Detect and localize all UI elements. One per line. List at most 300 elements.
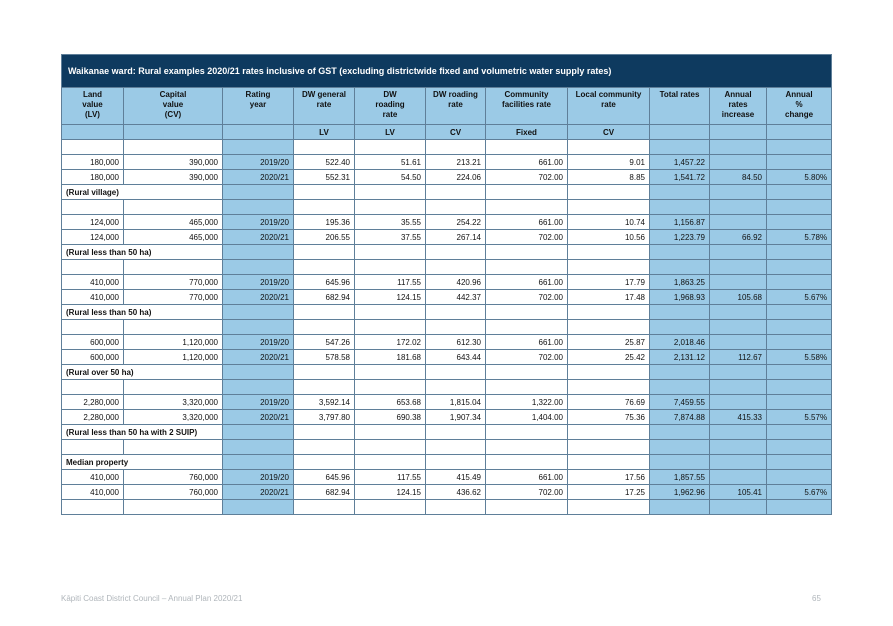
empty-cell [767, 320, 832, 335]
table-cell: 645.96 [294, 275, 355, 290]
table-cell: 522.40 [294, 155, 355, 170]
table-cell: 124.15 [355, 290, 426, 305]
column-header-line: rate [601, 100, 616, 109]
table-cell: 25.42 [568, 350, 650, 365]
table-cell: 645.96 [294, 470, 355, 485]
table-cell: 180,000 [62, 155, 124, 170]
table-cell: 1,907.34 [426, 410, 486, 425]
empty-cell [486, 500, 568, 515]
table-cell: 2020/21 [223, 290, 294, 305]
column-header [124, 88, 223, 125]
table-cell: 117.55 [355, 275, 426, 290]
empty-cell [568, 200, 650, 215]
table-cell: 3,320,000 [124, 410, 223, 425]
basis-cell: CV [568, 125, 650, 140]
table-cell [767, 335, 832, 350]
empty-cell [294, 455, 355, 470]
header-row [62, 88, 832, 125]
empty-cell [355, 245, 426, 260]
table-cell: 213.21 [426, 155, 486, 170]
empty-cell [223, 440, 294, 455]
empty-cell [650, 305, 710, 320]
table-cell: 35.55 [355, 215, 426, 230]
table-title: Waikanae ward: Rural examples 2020/21 rates inclusive of GST (excluding districtwide fixed and volumetric water supply rates) [62, 55, 832, 88]
column-header-line: Capital [159, 90, 187, 99]
table-cell: 51.61 [355, 155, 426, 170]
column-header [223, 88, 294, 125]
empty-cell [568, 245, 650, 260]
empty-cell [568, 455, 650, 470]
table-row [62, 350, 832, 365]
empty-cell [710, 140, 767, 155]
table-cell: 415.33 [710, 410, 767, 425]
empty-cell [355, 425, 426, 440]
empty-cell [294, 185, 355, 200]
table-cell: 2,280,000 [62, 395, 124, 410]
table-cell: 2019/20 [223, 470, 294, 485]
empty-cell [767, 365, 832, 380]
table-cell: 1,962.96 [650, 485, 710, 500]
table-cell: 5.67% [767, 485, 832, 500]
empty-cell [486, 305, 568, 320]
table-cell [710, 470, 767, 485]
table-cell: 1,223.79 [650, 230, 710, 245]
section-label-row [62, 185, 832, 200]
blank-row [62, 380, 832, 395]
empty-cell [294, 140, 355, 155]
empty-cell [223, 320, 294, 335]
column-header [62, 88, 124, 125]
empty-cell [650, 140, 710, 155]
table-cell: 105.68 [710, 290, 767, 305]
table-cell: 690.38 [355, 410, 426, 425]
table-cell: 5.78% [767, 230, 832, 245]
table-cell: 2020/21 [223, 485, 294, 500]
empty-cell [426, 455, 486, 470]
table-cell: 612.30 [426, 335, 486, 350]
empty-cell [426, 500, 486, 515]
empty-cell [486, 440, 568, 455]
table-cell: 5.58% [767, 350, 832, 365]
table-row [62, 335, 832, 350]
table-cell [767, 215, 832, 230]
empty-cell [62, 260, 124, 275]
table-cell: 1,541.72 [650, 170, 710, 185]
empty-cell [426, 440, 486, 455]
page-number: 65 [812, 594, 821, 603]
table-cell [767, 395, 832, 410]
empty-cell [767, 140, 832, 155]
table-cell: 661.00 [486, 155, 568, 170]
column-header-line: Total rates [659, 90, 700, 99]
empty-cell [650, 440, 710, 455]
table-cell: 1,120,000 [124, 335, 223, 350]
empty-cell [294, 500, 355, 515]
empty-cell [486, 320, 568, 335]
table-cell: 661.00 [486, 470, 568, 485]
empty-cell [486, 245, 568, 260]
table-cell: 643.44 [426, 350, 486, 365]
section-label-row [62, 425, 832, 440]
empty-cell [650, 500, 710, 515]
empty-cell [710, 185, 767, 200]
table-cell: 3,797.80 [294, 410, 355, 425]
table-cell: 17.25 [568, 485, 650, 500]
table-row [62, 215, 832, 230]
empty-cell [710, 245, 767, 260]
empty-cell [294, 305, 355, 320]
column-header-line: year [249, 100, 267, 109]
column-header-line: DW general [301, 90, 346, 99]
table-cell: 172.02 [355, 335, 426, 350]
basis-cell: LV [355, 125, 426, 140]
table-cell: 1,156.87 [650, 215, 710, 230]
empty-cell [767, 425, 832, 440]
column-header [767, 88, 832, 125]
basis-cell: CV [426, 125, 486, 140]
column-header-line: facilities rate [502, 100, 551, 109]
empty-cell [294, 260, 355, 275]
table-cell: 7,459.55 [650, 395, 710, 410]
table-cell: 124.15 [355, 485, 426, 500]
empty-cell [355, 305, 426, 320]
table-cell: 105.41 [710, 485, 767, 500]
empty-cell [223, 365, 294, 380]
empty-cell [486, 185, 568, 200]
empty-cell [294, 200, 355, 215]
empty-cell [294, 365, 355, 380]
empty-cell [62, 140, 124, 155]
empty-cell [710, 440, 767, 455]
table-cell [767, 470, 832, 485]
empty-cell [710, 365, 767, 380]
empty-cell [355, 260, 426, 275]
table-cell: 124,000 [62, 215, 124, 230]
empty-cell [355, 140, 426, 155]
empty-cell [355, 440, 426, 455]
empty-cell [650, 380, 710, 395]
table-cell: 112.67 [710, 350, 767, 365]
empty-cell [486, 260, 568, 275]
empty-cell [426, 245, 486, 260]
table-cell: 10.56 [568, 230, 650, 245]
table-cell: 3,320,000 [124, 395, 223, 410]
table-cell: 410,000 [62, 485, 124, 500]
empty-cell [710, 455, 767, 470]
empty-cell [568, 500, 650, 515]
empty-cell [62, 320, 124, 335]
table-cell: 66.92 [710, 230, 767, 245]
column-header-line: Rating [245, 90, 271, 99]
table-row [62, 485, 832, 500]
table-cell: 181.68 [355, 350, 426, 365]
table-cell: 76.69 [568, 395, 650, 410]
empty-cell [650, 365, 710, 380]
empty-cell [710, 200, 767, 215]
empty-cell [486, 425, 568, 440]
table-cell: 2020/21 [223, 350, 294, 365]
column-header-line: Annual [724, 90, 752, 99]
empty-cell [355, 380, 426, 395]
empty-cell [650, 245, 710, 260]
empty-cell [294, 320, 355, 335]
table-cell: 770,000 [124, 275, 223, 290]
table-cell: 702.00 [486, 290, 568, 305]
basis-cell [767, 125, 832, 140]
column-header [355, 88, 426, 125]
empty-cell [426, 425, 486, 440]
blank-row [62, 140, 832, 155]
blank-row [62, 320, 832, 335]
empty-cell [486, 200, 568, 215]
table-row [62, 155, 832, 170]
empty-cell [767, 185, 832, 200]
empty-cell [124, 500, 223, 515]
empty-cell [568, 185, 650, 200]
empty-cell [767, 455, 832, 470]
table-cell: 2020/21 [223, 410, 294, 425]
table-cell [767, 155, 832, 170]
column-header [294, 88, 355, 125]
table-row [62, 290, 832, 305]
section-label-row [62, 305, 832, 320]
empty-cell [355, 200, 426, 215]
table-cell: 180,000 [62, 170, 124, 185]
table-cell: 7,874.88 [650, 410, 710, 425]
empty-cell [710, 380, 767, 395]
column-header-line: value [82, 100, 103, 109]
table-cell: 682.94 [294, 290, 355, 305]
basis-cell: LV [294, 125, 355, 140]
empty-cell [124, 140, 223, 155]
section-label-row [62, 245, 832, 260]
table-cell: 410,000 [62, 275, 124, 290]
empty-cell [426, 320, 486, 335]
table-cell: 465,000 [124, 230, 223, 245]
table-cell: 17.56 [568, 470, 650, 485]
empty-cell [223, 140, 294, 155]
empty-cell [568, 140, 650, 155]
column-header-line: change [785, 110, 814, 119]
empty-cell [355, 455, 426, 470]
empty-cell [486, 455, 568, 470]
empty-cell [568, 305, 650, 320]
table-cell: 2019/20 [223, 215, 294, 230]
empty-cell [650, 425, 710, 440]
empty-cell [124, 440, 223, 455]
empty-cell [124, 260, 223, 275]
empty-cell [62, 440, 124, 455]
table-cell: 552.31 [294, 170, 355, 185]
table-cell [710, 335, 767, 350]
empty-cell [223, 500, 294, 515]
basis-cell [62, 125, 124, 140]
table-cell [710, 155, 767, 170]
empty-cell [294, 440, 355, 455]
column-header-line: DW [383, 90, 397, 99]
rates-table [61, 54, 832, 515]
table-cell: 17.79 [568, 275, 650, 290]
empty-cell [426, 380, 486, 395]
table-cell: 2020/21 [223, 170, 294, 185]
empty-cell [767, 500, 832, 515]
table-cell: 410,000 [62, 290, 124, 305]
footer-text: Kāpiti Coast District Council – Annual Plan 2020/21 [61, 594, 243, 603]
empty-cell [710, 500, 767, 515]
empty-cell [223, 260, 294, 275]
table-cell: 267.14 [426, 230, 486, 245]
empty-cell [710, 425, 767, 440]
empty-cell [355, 500, 426, 515]
empty-cell [568, 380, 650, 395]
empty-cell [294, 425, 355, 440]
empty-cell [650, 455, 710, 470]
table-cell: 2,280,000 [62, 410, 124, 425]
column-header-line: % [795, 100, 803, 109]
table-cell: 702.00 [486, 230, 568, 245]
empty-cell [223, 425, 294, 440]
table-cell: 653.68 [355, 395, 426, 410]
table-cell: 1,404.00 [486, 410, 568, 425]
table-cell [710, 275, 767, 290]
basis-cell [650, 125, 710, 140]
column-header-line: Community [504, 90, 549, 99]
empty-cell [767, 200, 832, 215]
empty-cell [223, 305, 294, 320]
column-header [426, 88, 486, 125]
empty-cell [426, 260, 486, 275]
empty-cell [62, 500, 124, 515]
empty-cell [294, 245, 355, 260]
empty-cell [62, 380, 124, 395]
table-cell: 436.62 [426, 485, 486, 500]
table-cell: 2,131.12 [650, 350, 710, 365]
column-header-line: Annual [785, 90, 813, 99]
basis-cell [710, 125, 767, 140]
table-cell: 415.49 [426, 470, 486, 485]
section-label-row [62, 365, 832, 380]
table-cell: 206.55 [294, 230, 355, 245]
table-cell: 390,000 [124, 170, 223, 185]
empty-cell [650, 260, 710, 275]
basis-cell: Fixed [486, 125, 568, 140]
table-cell: 2,018.46 [650, 335, 710, 350]
column-header [486, 88, 568, 125]
empty-cell [710, 305, 767, 320]
table-cell: 5.80% [767, 170, 832, 185]
empty-cell [767, 305, 832, 320]
empty-cell [124, 200, 223, 215]
table-cell: 702.00 [486, 485, 568, 500]
table-cell: 760,000 [124, 485, 223, 500]
table-cell: 5.57% [767, 410, 832, 425]
column-header-line: rate [316, 100, 332, 109]
blank-row [62, 200, 832, 215]
empty-cell [568, 260, 650, 275]
empty-cell [767, 245, 832, 260]
empty-cell [650, 200, 710, 215]
empty-cell [426, 140, 486, 155]
empty-cell [486, 365, 568, 380]
section-label: (Rural less than 50 ha) [62, 305, 223, 320]
table-cell: 3,592.14 [294, 395, 355, 410]
table-cell: 2019/20 [223, 395, 294, 410]
column-header-line: Local community [575, 90, 642, 99]
section-label: (Rural village) [62, 185, 223, 200]
column-header [568, 88, 650, 125]
table-cell: 17.48 [568, 290, 650, 305]
basis-cell [124, 125, 223, 140]
section-label: (Rural over 50 ha) [62, 365, 223, 380]
empty-cell [486, 140, 568, 155]
empty-cell [124, 380, 223, 395]
column-header-line: value [162, 100, 184, 109]
table-cell: 5.67% [767, 290, 832, 305]
table-cell: 10.74 [568, 215, 650, 230]
table-cell: 254.22 [426, 215, 486, 230]
table-cell: 1,857.55 [650, 470, 710, 485]
table-row [62, 470, 832, 485]
table-cell: 9.01 [568, 155, 650, 170]
table-cell: 682.94 [294, 485, 355, 500]
column-header-line: increase [721, 110, 755, 119]
table-body [62, 140, 832, 515]
table-cell [710, 215, 767, 230]
column-header-line: (CV) [164, 110, 182, 119]
table-cell: 661.00 [486, 275, 568, 290]
column-header [650, 88, 710, 125]
table-row [62, 170, 832, 185]
empty-cell [223, 380, 294, 395]
table-cell: 600,000 [62, 335, 124, 350]
table-cell: 54.50 [355, 170, 426, 185]
empty-cell [767, 440, 832, 455]
empty-cell [294, 380, 355, 395]
table-cell: 75.36 [568, 410, 650, 425]
section-label: Median property [62, 455, 223, 470]
empty-cell [767, 260, 832, 275]
empty-cell [650, 185, 710, 200]
table-cell: 760,000 [124, 470, 223, 485]
empty-cell [710, 320, 767, 335]
blank-row [62, 500, 832, 515]
table-cell: 578.58 [294, 350, 355, 365]
table-cell [767, 275, 832, 290]
table-row [62, 410, 832, 425]
empty-cell [223, 200, 294, 215]
empty-cell [223, 245, 294, 260]
table-cell: 1,968.93 [650, 290, 710, 305]
empty-cell [426, 200, 486, 215]
empty-cell [355, 365, 426, 380]
empty-cell [710, 260, 767, 275]
table-cell: 702.00 [486, 170, 568, 185]
table-cell: 2019/20 [223, 275, 294, 290]
section-label-row [62, 455, 832, 470]
table-cell: 2020/21 [223, 230, 294, 245]
table-cell: 1,457.22 [650, 155, 710, 170]
empty-cell [426, 185, 486, 200]
empty-cell [568, 425, 650, 440]
table-cell: 84.50 [710, 170, 767, 185]
table-cell: 117.55 [355, 470, 426, 485]
column-header-line: (LV) [85, 110, 100, 119]
empty-cell [62, 200, 124, 215]
table-cell: 770,000 [124, 290, 223, 305]
table-cell: 600,000 [62, 350, 124, 365]
blank-row [62, 260, 832, 275]
empty-cell [355, 320, 426, 335]
